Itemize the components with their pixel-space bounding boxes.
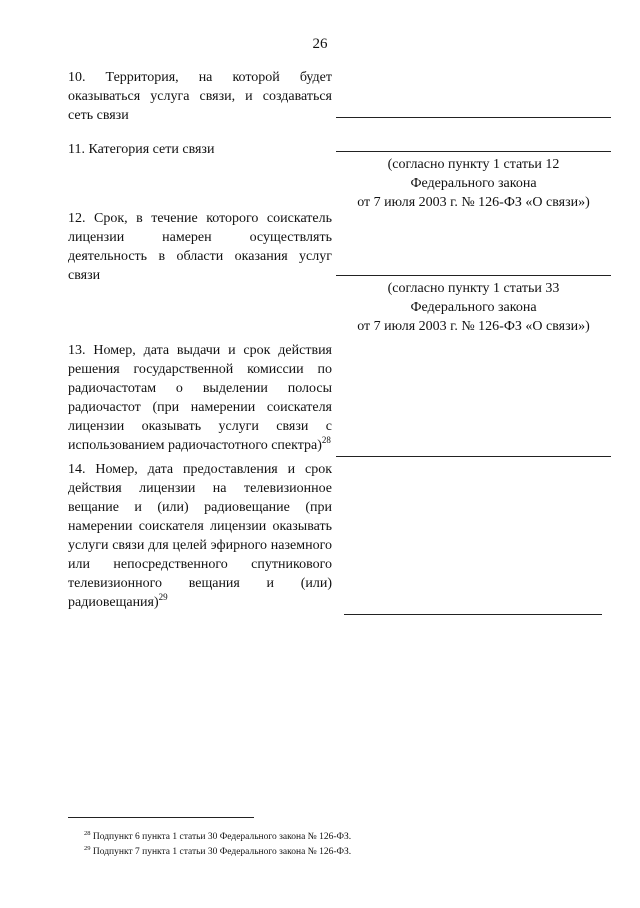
answer-line-14 [344, 614, 602, 615]
footnote-number: 28 [84, 830, 91, 837]
note-line: (согласно пункту 1 статьи 33 [387, 281, 560, 296]
form-item-13 [68, 341, 332, 455]
answer-line-13 [336, 456, 611, 457]
footnote-29 [84, 846, 351, 859]
footnote-divider [68, 817, 254, 818]
answer-line-11 [336, 151, 611, 152]
footnote-text: Подпункт 6 пункта 1 статьи 30 Федерального закона № 126-ФЗ. [92, 832, 352, 842]
page-number: 26 [312, 36, 328, 52]
note-line: (согласно пункту 1 статьи 12 [387, 157, 560, 172]
form-item-11-label: 11. Категория сети связи [68, 142, 215, 157]
footnote-text: Подпункт 7 пункта 1 статьи 30 Федерального закона № 126-ФЗ. [92, 847, 352, 857]
legal-reference-note [336, 279, 611, 336]
form-item-12-label: 12. Срок, в течение которого соискатель лицензии намерен осуществлять деятельность в области оказания услуг связи [68, 211, 332, 283]
answer-line-10 [336, 117, 611, 118]
note-line: от 7 июля 2003 г. № 126-ФЗ «О связи») [357, 319, 590, 334]
form-item-11 [68, 140, 332, 159]
form-item-12 [68, 209, 332, 285]
note-line: Федерального закона [410, 176, 537, 191]
footnote-ref: 28 [321, 435, 331, 445]
legal-reference-note [336, 155, 611, 212]
note-line: Федерального закона [410, 300, 537, 315]
footnote-number: 29 [84, 845, 91, 852]
footnote-28 [84, 831, 351, 844]
form-item-13-label: 13. Номер, дата выдачи и срок действия решения государственной комиссии по радиочастотам о выделении полосы радиочастот (при намерении соискателя лицензии оказывать услуги связи с использованием радиочастотного спектра) [68, 343, 332, 453]
answer-line-12 [336, 275, 611, 276]
footnote-ref: 29 [158, 592, 168, 602]
note-line: от 7 июля 2003 г. № 126-ФЗ «О связи») [357, 195, 590, 210]
form-item-10-label: 10. Территория, на которой будет оказываться услуга связи, и создаваться сеть связи [68, 70, 332, 123]
form-item-10 [68, 68, 332, 125]
form-item-14 [68, 460, 332, 612]
form-item-14-label: 14. Номер, дата предоставления и срок действия лицензии на телевизионное вещание и (или) радиовещание (при намерении соискателя лицензии оказывать услуги связи для целей эфирного наземного или непосредственного спутникового телевизионного вещания и (или) радиовещания) [68, 462, 332, 610]
